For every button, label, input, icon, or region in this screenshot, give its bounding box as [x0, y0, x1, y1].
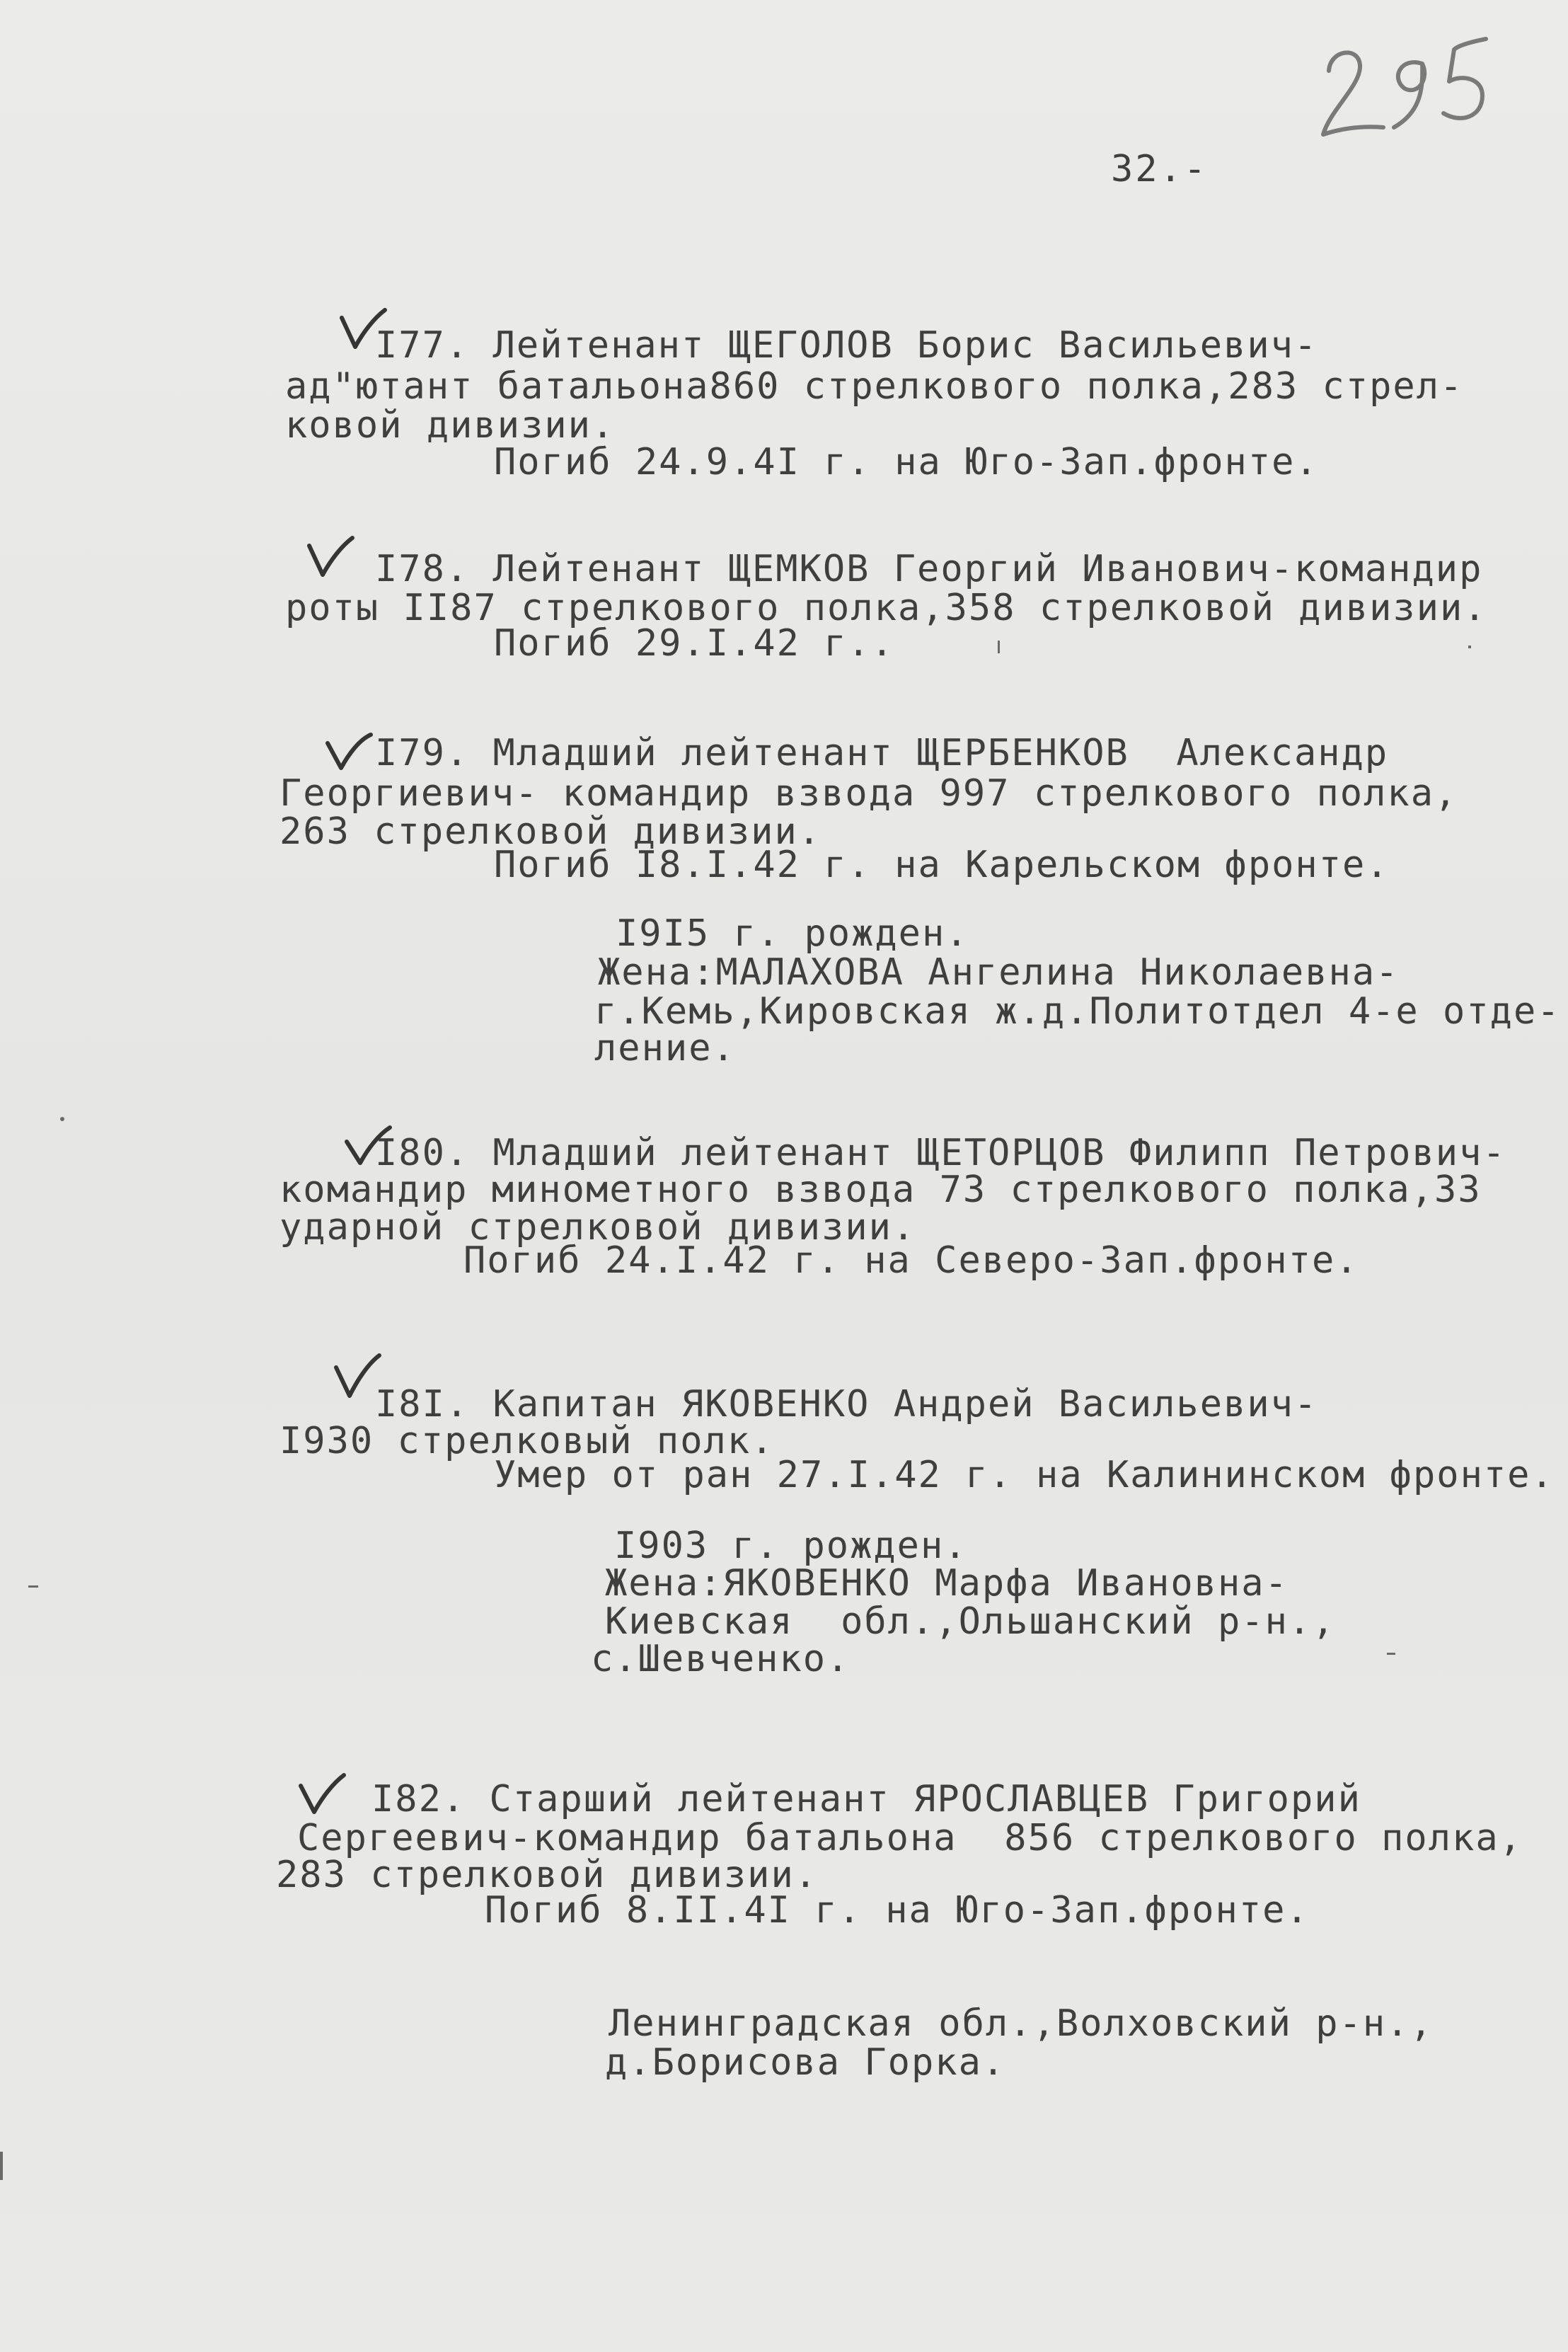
scan-mark — [1387, 1653, 1395, 1655]
checkmark-icon — [324, 729, 374, 773]
entry-177-line-3: ковой дивизии. — [285, 404, 616, 447]
entry-182-line-5: Ленинградская обл.,Волховский р-н., — [609, 2002, 1434, 2045]
entry-179-line-4: Погиб I8.I.42 г. на Карельском фронте. — [494, 844, 1390, 886]
entry-179-line-8: ление. — [594, 1027, 736, 1069]
entry-182-line-2: Сергеевич-командир батальона 856 стрелкового полка, — [297, 1817, 1523, 1859]
entry-181-line-3: Умер от ран 27.I.42 г. на Калининском фронте. — [494, 1454, 1555, 1496]
entry-180-line-4: Погиб 24.I.42 г. на Северо-Зап.фронте. — [463, 1239, 1359, 1282]
entry-182-line-3: 283 стрелковой дивизии. — [276, 1854, 819, 1896]
entry-181-line-2: I930 стрелковый полк. — [279, 1420, 775, 1462]
handwritten-number-drawing — [1316, 21, 1500, 163]
entry-179-line-6: Жена:МАЛАХОВА Ангелина Николаевна- — [598, 951, 1400, 994]
entry-177-line-4: Погиб 24.9.4I г. на Юго-Зап.фронте. — [494, 441, 1319, 483]
entry-177-line-1: I77. Лейтенант ЩЕГОЛОВ Борис Васильевич- — [375, 324, 1318, 367]
archive-sheet-number — [1316, 21, 1500, 163]
entry-180-line-2: командир минометного взвода 73 стрелкового полка,33 — [279, 1169, 1482, 1211]
entry-178-line-2: роты II87 стрелкового полка,358 стрелковой дивизии. — [285, 587, 1487, 629]
entry-181-line-5: Жена:ЯКОВЕНКО Марфа Ивановна- — [605, 1562, 1289, 1605]
checkmark-icon — [297, 1773, 347, 1817]
entry-182-line-1: I82. Старший лейтенант ЯРОСЛАВЦЕВ Григорий — [371, 1778, 1361, 1820]
checkmark-icon — [306, 536, 355, 580]
page-number: 32.- — [1111, 148, 1209, 190]
entry-182-line-4: Погиб 8.II.4I г. на Юго-Зап.фронте. — [485, 1889, 1310, 1932]
scan-mark — [28, 1585, 38, 1588]
entry-181-line-7: с.Шевченко. — [591, 1638, 851, 1680]
entry-179-line-7: г.Кемь,Кировская ж.д.Политотдел 4-е отде- — [594, 990, 1561, 1033]
entry-180-line-1: I80. Младший лейтенант ЩЕТОРЦОВ Филипп Петрович- — [375, 1132, 1506, 1174]
entry-181-line-1: I8I. Капитан ЯКОВЕНКО Андрей Васильевич- — [375, 1383, 1318, 1425]
entry-179-line-2: Георгиевич- командир взвода 997 стрелкового полка, — [279, 772, 1458, 815]
entry-178-line-3: Погиб 29.I.42 г.. — [494, 622, 895, 665]
entry-180-line-3: ударной стрелковой дивизии. — [279, 1206, 916, 1249]
scan-edge-mark — [0, 2152, 3, 2180]
entry-181-line-6: Киевская обл.,Ольшанский р-н., — [605, 1600, 1336, 1643]
entry-179-line-1: I79. Младший лейтенант ЩЕРБЕНКОВ Александр — [375, 732, 1389, 774]
entry-181-line-4: I903 г. рожден. — [614, 1525, 968, 1567]
scan-dot — [1468, 646, 1471, 648]
scan-mark — [998, 641, 1000, 653]
entry-177-line-2: ад"ютант батальона860 стрелкового полка,283 стрел- — [285, 365, 1464, 408]
entry-179-line-3: 263 стрелковой дивизии. — [279, 810, 822, 853]
scan-dot — [60, 1117, 64, 1121]
entry-178-line-1: I78. Лейтенант ЩЕМКОВ Георгий Иванович-командир — [375, 548, 1483, 590]
entry-179-line-5: I9I5 г. рожден. — [616, 912, 969, 955]
entry-182-line-6: д.Борисова Горка. — [605, 2041, 1006, 2084]
